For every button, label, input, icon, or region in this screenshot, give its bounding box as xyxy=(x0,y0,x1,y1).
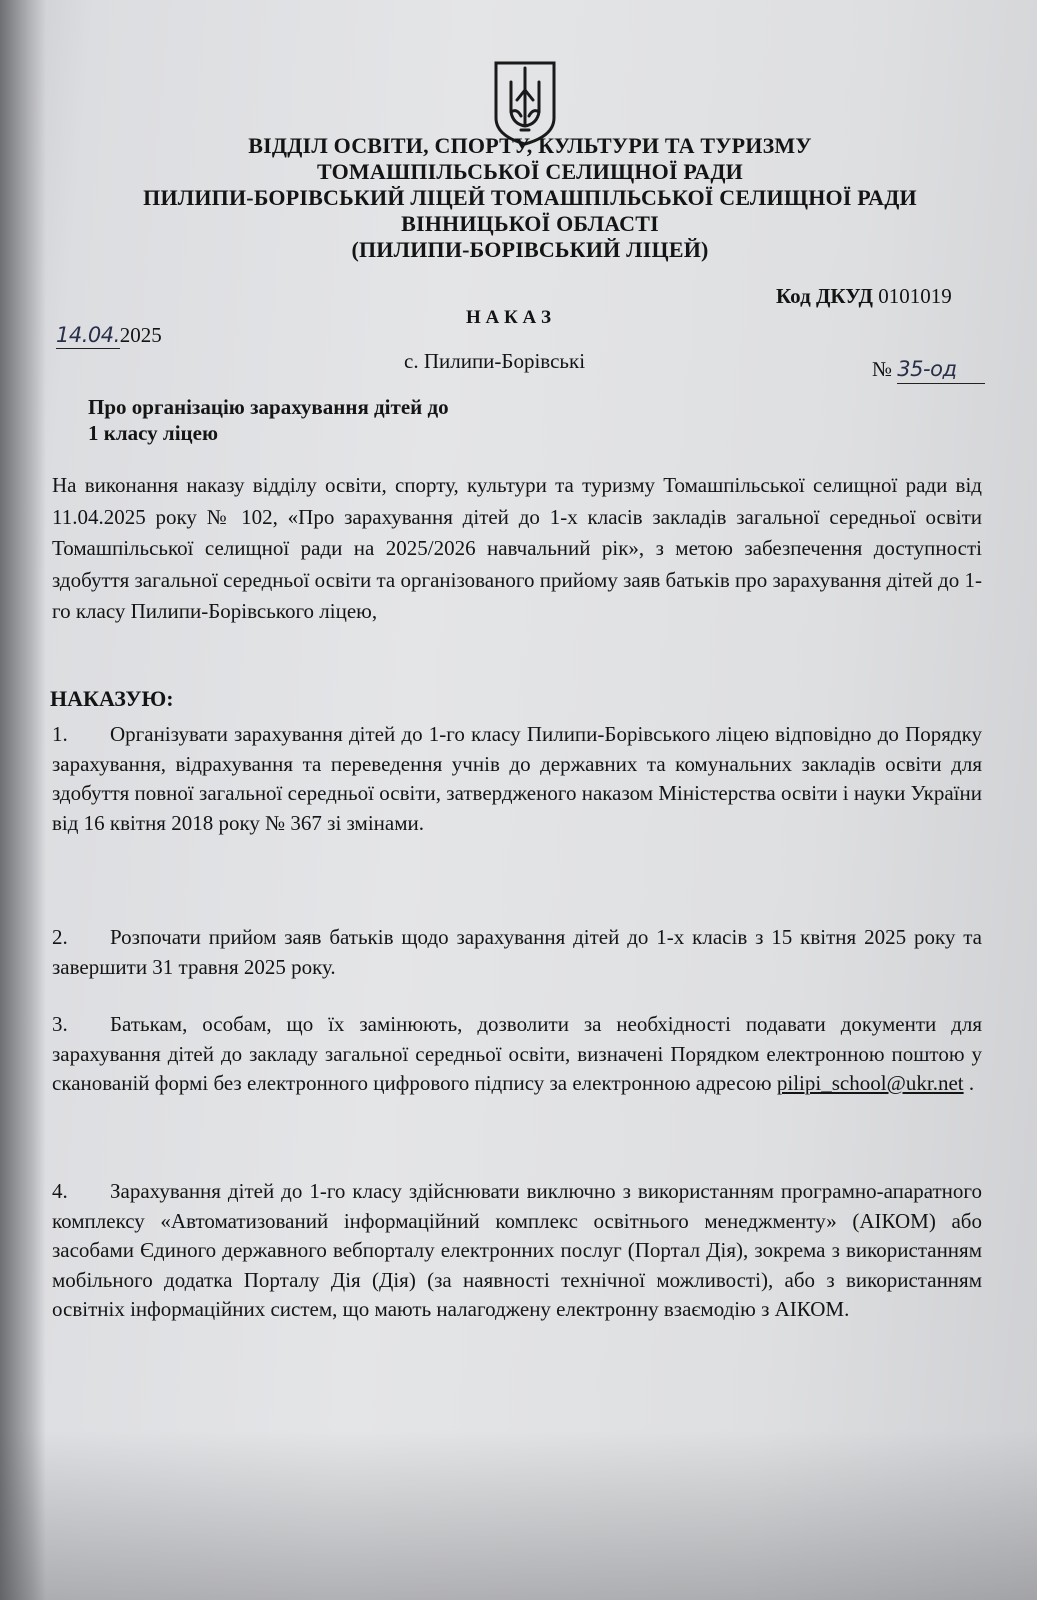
school-email-link[interactable]: pilipi_school@ukr.net xyxy=(776,1071,964,1095)
order-item-2 xyxy=(52,923,982,982)
order-title: Н А К А З xyxy=(466,307,552,328)
header-line-5: (ПИЛИПИ-БОРІВСЬКИЙ ЛІЦЕЙ) xyxy=(351,237,709,262)
item-number: 1. xyxy=(52,722,68,746)
date-handwritten: 14.04. xyxy=(56,323,120,347)
preamble-paragraph: На виконання наказу відділу освіти, спорту, культури та туризму Томашпільської селищної ради від 11.04.2025 року № 102, «Про зарахування дітей до 1-х класів закладів загальної середньої освіти Томашпільської селищної ради на 2025/2026 навчальний рік», з метою забезпечення доступності здобуття загальної середньої освіти та організованого прийому заяв батьків про зарахування дітей до 1-го класу Пилипи-Борівського ліцею, xyxy=(52,473,982,623)
item-text: Організувати зарахування дітей до 1-го класу Пилипи-Борівського ліцею відповідно до Порядку зарахування, відрахування та переведення учнів до державних та комунальних закладів освіти для здобуття повної загальної середньої освіти, затвердженого наказом Міністерства освіти і науки України від 16 квітня 2018 року № 367 зі змінами. xyxy=(52,722,982,835)
item-text: Зарахування дітей до 1-го класу здійснювати виключно з використанням програмно-апаратного комплексу «Автоматизований інформаційний комплекс освітнього менеджменту» (АІКОМ) або засобами Єдиного державного вебпорталу електронних послуг (Портал Дія), зокрема з використанням мобільного додатка Порталу Дія (Дія) (за наявності технічної можливості), або з використанням освітніх інформаційних систем, що мають налагоджену електронну взаємодію з АІКОМ. xyxy=(52,1179,982,1321)
item-text: Батькам, особам, що їх замінюють, дозволити за необхідності подавати документи для зарахування дітей до закладу загальної середньої освіти, визначені Порядком електронною поштою у сканованій формі без електронного цифрового підпису за електронною адресою xyxy=(52,1012,982,1095)
order-date xyxy=(56,322,162,348)
header-line-1: ВІДДІЛ ОСВІТИ, СПОРТУ, КУЛЬТУРИ ТА ТУРИЗМУ xyxy=(248,133,812,158)
order-place: с. Пилипи-Борівські xyxy=(404,349,586,373)
page-bottom-shadow xyxy=(0,1430,1037,1600)
header-line-2: ТОМАШПІЛЬСЬКОЇ СЕЛИЩНОЇ РАДИ xyxy=(317,159,743,184)
header-line-3: ПИЛИПИ-БОРІВСЬКИЙ ЛІЦЕЙ ТОМАШПІЛЬСЬКОЇ СЕЛИЩНОЇ РАДИ xyxy=(143,185,917,210)
date-year: 2025 xyxy=(119,323,162,347)
item-tail: . xyxy=(963,1071,975,1095)
item-number: 3. xyxy=(52,1012,68,1036)
dkud-code-label: Код ДКУД xyxy=(776,284,873,308)
order-item-1 xyxy=(52,720,982,838)
page-edge-shadow xyxy=(0,0,46,1600)
order-word: НАКАЗУЮ: xyxy=(50,686,174,711)
item-number: 4. xyxy=(52,1179,68,1203)
number-symbol: № xyxy=(872,357,893,381)
order-number xyxy=(872,356,985,384)
item-number: 2. xyxy=(52,925,68,949)
order-item-3 xyxy=(52,1010,982,1099)
order-item-4 xyxy=(52,1177,982,1325)
header-line-4: ВІННИЦЬКОЇ ОБЛАСТІ xyxy=(401,211,659,236)
dkud-code xyxy=(776,283,952,309)
subject-line-1: Про організацію зарахування дітей до xyxy=(88,395,449,419)
number-handwritten: 35-од xyxy=(897,356,985,384)
dkud-code-value: 0101019 xyxy=(878,284,952,308)
item-text: Розпочати прийом заяв батьків щодо зарахування дітей до 1-х класів з 15 квітня 2025 року та завершити 31 травня 2025 року. xyxy=(52,925,982,979)
subject-line-2: 1 класу ліцею xyxy=(88,421,219,445)
